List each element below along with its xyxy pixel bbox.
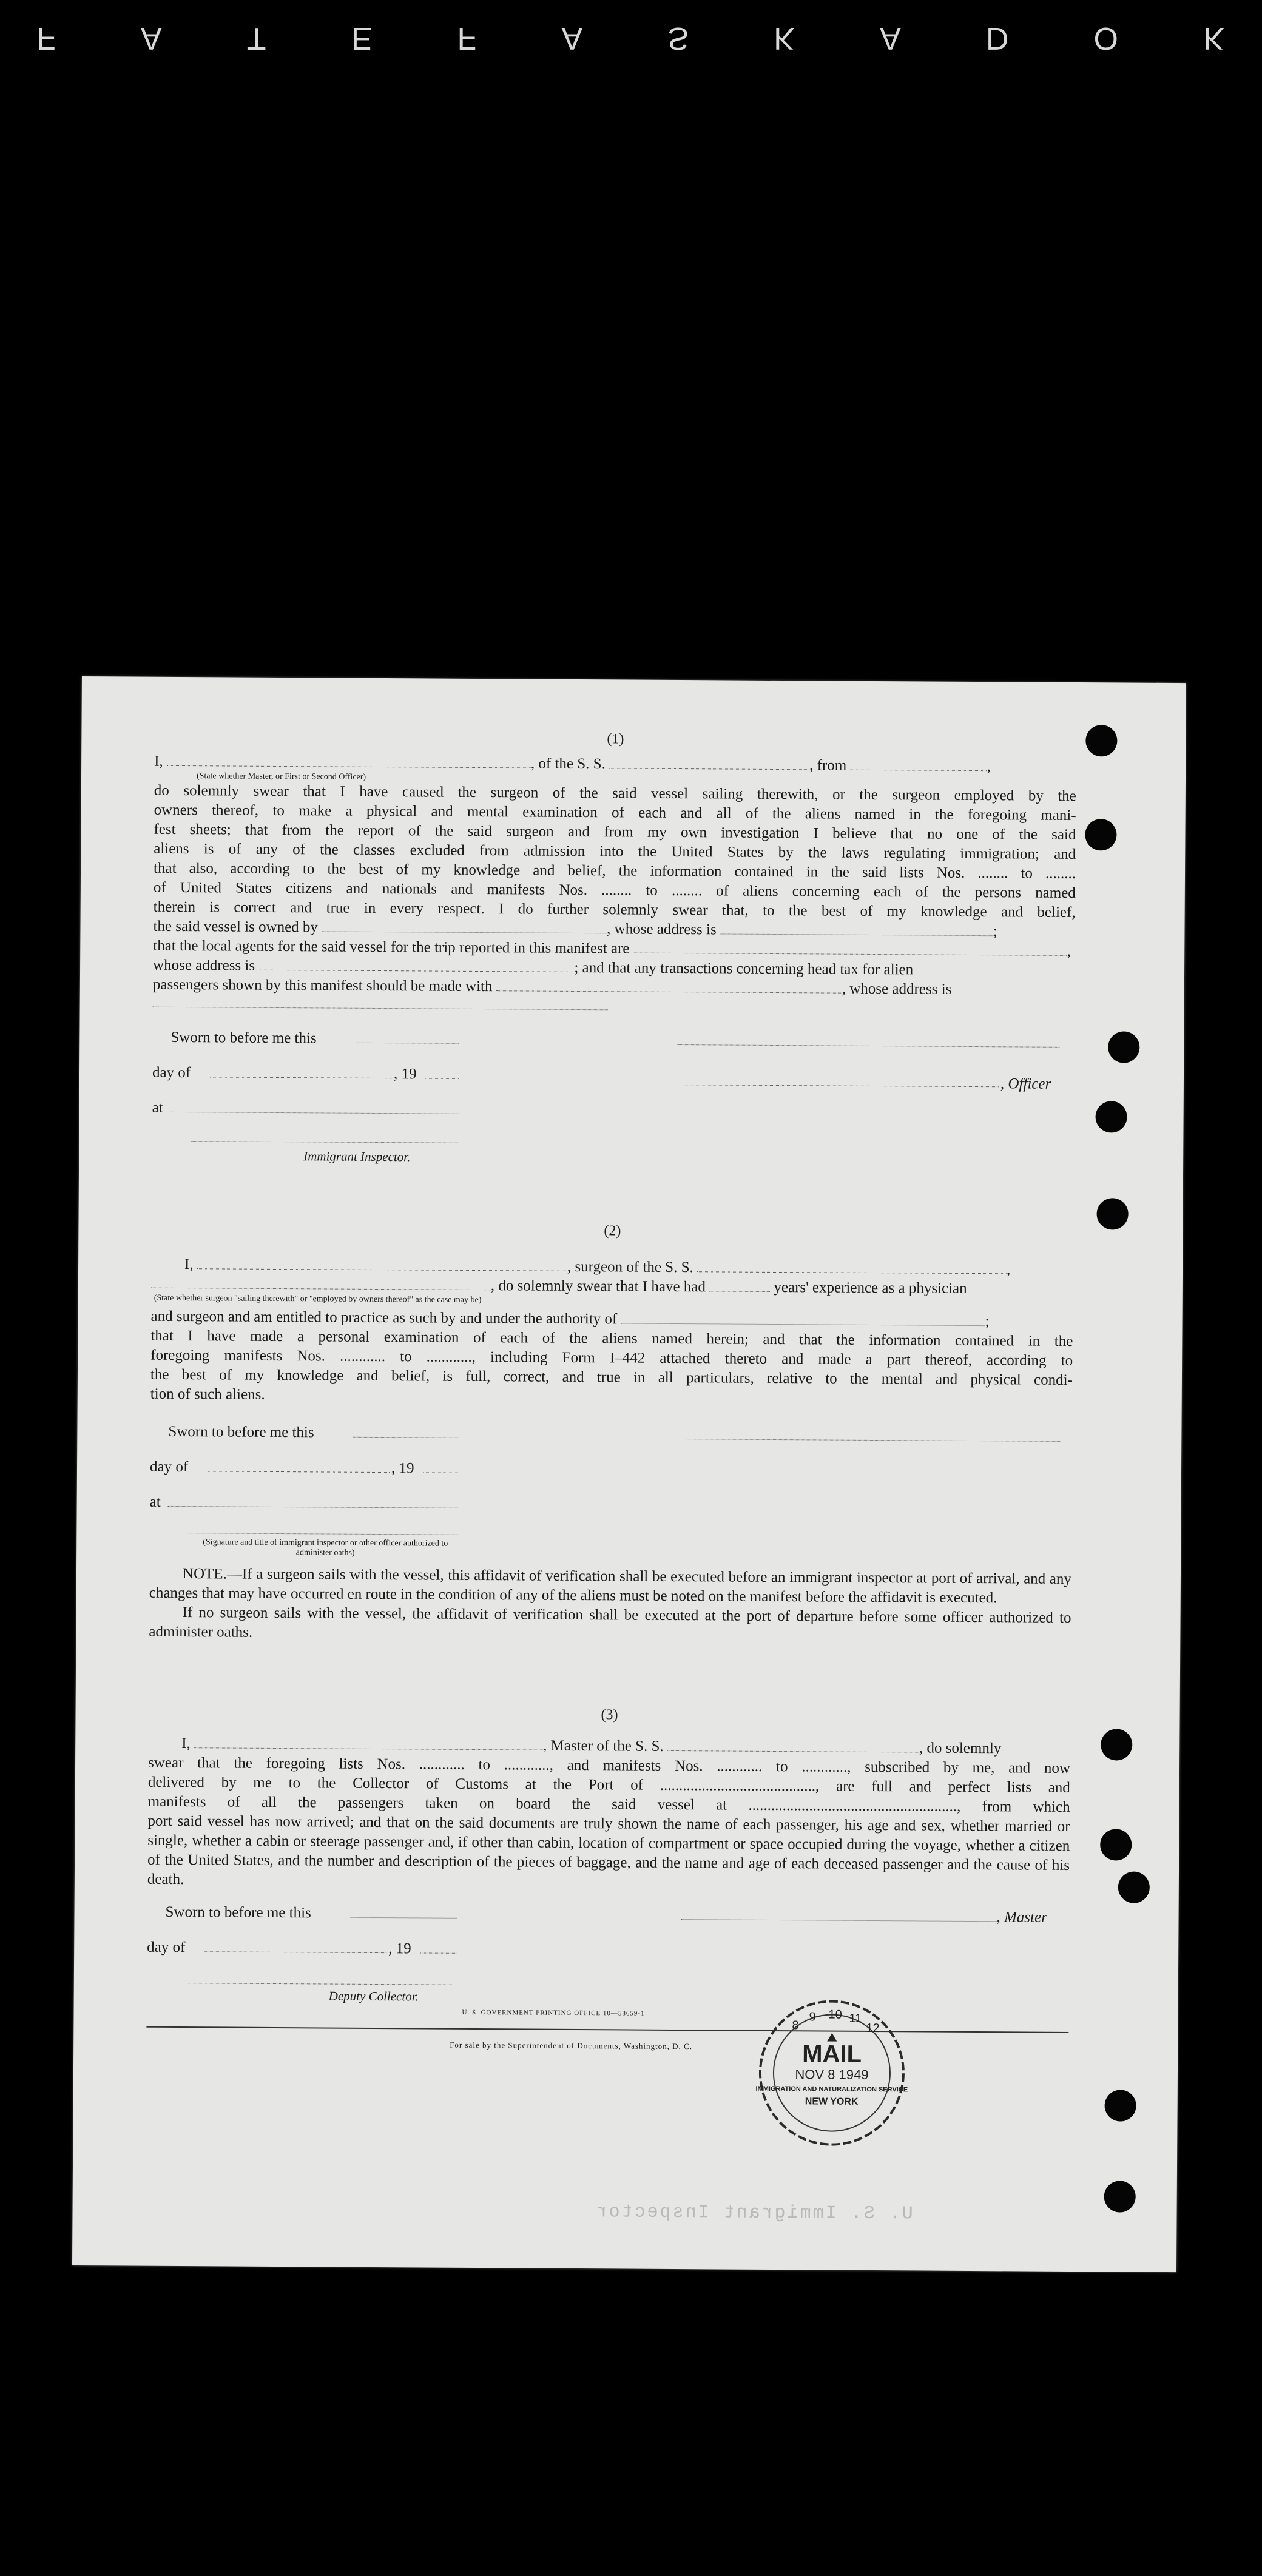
oath-text: that I have made a personal examination of each of the aliens named herein; and that the information contained in the <box>150 1327 1073 1350</box>
master-paragraph-rest: port said vessel has now arrived; and that on the said documents are truly shown the name of each passenger, his age and sex, whether married or single, whether a cabin or steerage passenger and, if other than cabin, location of compartment or space occupied during the voyage, whether a citizen of the United States, and the number and description of the pieces of baggage, and the name and age of each deceased passenger and the cause of his death. <box>147 1812 1070 1888</box>
stamp-mail-text: MAIL <box>802 2040 862 2068</box>
oath-text: I, <box>181 1735 191 1752</box>
master-paragraph <box>148 1754 1071 1817</box>
section-number: (2) <box>604 1223 621 1239</box>
master-label: , Master <box>996 1909 1047 1926</box>
fill-in-blank <box>496 978 842 993</box>
surgeon-paragraph <box>150 1327 1073 1390</box>
fill-in-blank <box>210 1077 392 1078</box>
signature-line <box>186 1533 459 1535</box>
jurat-text: Sworn to before me this <box>165 1903 311 1922</box>
fill-in-blank <box>621 1311 985 1326</box>
oath-text: owners thereof, to make a physical and mental examination of each and all of the aliens named in the foregoing mani- <box>154 801 1076 824</box>
film-letter: A <box>879 21 902 56</box>
oath-text: , do solemnly <box>919 1740 1002 1757</box>
fill-in-blank <box>697 1259 1007 1274</box>
film-letter: K <box>774 21 796 56</box>
fill-in-blank <box>353 1437 459 1438</box>
oath-text: , <box>987 758 991 775</box>
fill-in-blank <box>709 1279 770 1292</box>
bleed-through-text: U. S. Immigrant Inspector <box>594 2202 913 2225</box>
oath-text: aliens is of any of the classes excluded from admission into the United States by the laws regulating immigration; and <box>154 840 1076 863</box>
stamp-hour: 9 <box>809 2010 816 2024</box>
punch-hole <box>1101 1729 1132 1760</box>
oath-text: do solemnly swear that I have caused the surgeon of the said vessel sailing therewith, or the surgeon employed by the <box>154 782 1076 805</box>
signature-line <box>684 1439 1060 1442</box>
jurat-text: day of <box>152 1064 191 1081</box>
film-letter: F <box>36 21 57 56</box>
oath-text: , do solemnly swear that I have had <box>490 1277 706 1296</box>
fill-in-blank <box>351 1917 457 1919</box>
date-row <box>152 1063 1075 1104</box>
stamp-org: IMMIGRATION AND NATURALIZATION SERVICE <box>755 2085 908 2094</box>
sworn-row <box>152 1028 1075 1069</box>
star-icon <box>827 2033 837 2042</box>
signature-line <box>186 1983 453 1985</box>
officer-signature <box>149 1528 1071 1567</box>
fill-in-blank <box>170 1112 459 1114</box>
film-letter: S <box>667 21 690 56</box>
fill-in-blank <box>258 958 574 972</box>
stamp-hour: 12 <box>866 2021 880 2036</box>
fill-in-blank <box>667 1738 919 1753</box>
oath-text: , <box>1006 1261 1011 1278</box>
divider <box>146 2026 1068 2033</box>
film-letter: O <box>1093 21 1119 56</box>
oath-text: that the local agents for the said vessel for the trip reported in this manifest are <box>153 937 630 957</box>
fill-in-blank <box>720 921 993 936</box>
oath-text: , from <box>809 757 847 774</box>
jurat-text: day of <box>149 1458 189 1476</box>
oath-text: that also, according to the best of my knowledge and belief, the information contained in the said lists Nos. ........ to ........ <box>153 859 1076 883</box>
jurat-text: , 19 <box>393 1066 417 1083</box>
film-letter: A <box>561 21 584 56</box>
oath-text: delivered by me to the Collector of Customs at the Port of ........................................., are full and perfect lists and <box>147 1774 1070 1796</box>
inspector-signature <box>152 1134 1074 1175</box>
oath-text: , Master of the S. S. <box>542 1737 664 1755</box>
punch-hole <box>1100 1829 1132 1860</box>
film-letter: A <box>140 21 163 56</box>
mail-postmark-stamp <box>752 1994 911 2153</box>
sworn-row <box>150 1422 1072 1463</box>
film-edge-marking <box>36 17 1226 59</box>
jurat-text: Sworn to before me this <box>170 1029 317 1047</box>
for-sale-imprint: For sale by the Superintendent of Documents, Washington, D. C. <box>450 2040 693 2051</box>
oath-text: of United States citizens and nationals and manifests Nos. ........ to ........ of aliens concerning each of the persons named <box>153 879 1076 902</box>
oath-text: ; and that any transactions concerning head tax for alien <box>574 959 914 978</box>
oath-text: , whose address is <box>842 980 952 998</box>
stamp-city: NEW YORK <box>805 2096 859 2107</box>
fill-in-blank <box>194 1735 543 1750</box>
oath-text: , surgeon of the S. S. <box>567 1258 693 1276</box>
owner-line: the said vessel is owned by , whose address is ; <box>153 918 998 940</box>
fill-in-blank <box>633 941 1067 956</box>
fill-in-blank <box>208 1471 390 1473</box>
oath-text: manifests of all the passengers taken on board the said vessel at ......................................................., from which <box>147 1793 1070 1815</box>
agents-line: that the local agents for the said vessel for the trip reported in this manifest are , <box>153 937 1071 960</box>
fill-in-blank <box>204 1951 386 1953</box>
punch-hole <box>1108 1031 1139 1063</box>
oath-text: I, <box>184 1256 194 1273</box>
oath-text: passengers shown by this manifest should be made with <box>152 976 493 995</box>
fill-in-blank <box>322 919 607 933</box>
film-letter: T <box>246 21 268 56</box>
oath-text: therein is correct and true in every respect. I do further solemnly swear that, to the best of my knowledge and belief, <box>153 898 1076 921</box>
affidavit-form <box>146 719 1076 2059</box>
oath-text: the best of my knowledge and belief, is full, correct, and true in all particulars, relative to the mental and physical condi- <box>150 1366 1073 1388</box>
fill-in-blank <box>167 753 531 768</box>
signature-line <box>191 1141 458 1143</box>
punch-hole <box>1104 2181 1136 2212</box>
note-paragraph: If no surgeon sails with the vessel, the affidavit of verification shall be executed at the port of departure before some officer authorized to administer oaths. <box>149 1604 1071 1641</box>
section-number: (1) <box>607 731 624 747</box>
jurat-text: Sworn to before me this <box>168 1423 314 1441</box>
officer-label: , Officer <box>1000 1075 1051 1092</box>
fill-in-blank <box>850 758 987 771</box>
oath-text: fest sheets; that from the report of the said surgeon and from my own investigation I believe that no one of the said <box>154 821 1076 844</box>
instruction-note: (State whether surgeon "sailing therewith" or "employed by owners thereof" as the case may be) <box>154 1293 482 1305</box>
oath-text: swear that the foregoing lists Nos. ............ to ............, and manifests Nos. ............ to ............, subscribed by me, and now <box>147 1754 1071 1777</box>
place-row <box>149 1493 1071 1533</box>
fill-in-blank <box>420 1952 456 1953</box>
punch-hole <box>1095 1101 1127 1132</box>
signature-line <box>677 1044 1059 1048</box>
inspector-label: Immigrant Inspector. <box>303 1149 411 1165</box>
authority-line: and surgeon and am entitled to practice as such by and under the authority of ; <box>150 1308 990 1330</box>
fill-in-blank <box>423 1472 459 1473</box>
oath-text: whose address is <box>153 957 255 974</box>
sworn-row <box>147 1903 1069 1943</box>
document-page <box>72 676 1186 2272</box>
fill-in-blank <box>151 1276 491 1290</box>
oath-text: years' experience as a physician <box>774 1279 967 1297</box>
oath-text: the said vessel is owned by <box>153 918 319 936</box>
fill-in-blank <box>609 756 809 770</box>
place-row <box>152 1098 1074 1139</box>
film-letter: E <box>351 21 374 56</box>
punch-hole <box>1096 1198 1128 1229</box>
date-row <box>147 1938 1069 1979</box>
oath-text: , of the S. S. <box>530 755 606 773</box>
stamp-date: NOV 8 1949 <box>795 2067 869 2082</box>
oath-paragraph <box>154 781 1076 923</box>
film-letter: D <box>985 21 1010 56</box>
jurat-text: at <box>152 1099 163 1116</box>
stamp-hour: 11 <box>849 2011 862 2025</box>
film-letter: K <box>1203 21 1226 56</box>
oath-text: and surgeon and am entitled to practice as such by and under the authority of <box>150 1308 618 1328</box>
printing-office-imprint: U. S. GOVERNMENT PRINTING OFFICE 10—58659-1 <box>462 2008 645 2017</box>
date-row <box>150 1458 1072 1498</box>
oath-text: tion of such aliens. <box>150 1385 265 1403</box>
fill-in-blank <box>168 1506 459 1508</box>
oath-text: I, <box>154 753 163 770</box>
punch-hole <box>1118 1871 1150 1903</box>
stamp-hour: 8 <box>792 2019 799 2033</box>
signature-line <box>677 1085 999 1087</box>
jurat-text: , 19 <box>388 1940 411 1957</box>
fill-in-blank <box>197 1256 567 1271</box>
oath-text: foregoing manifests Nos. ............ to ............, including Form I–442 attached thereto and made a part thereof, according to <box>150 1347 1073 1369</box>
jurat-text: , 19 <box>391 1460 414 1477</box>
jurat-text: day of <box>147 1939 186 1956</box>
signature-line <box>681 1919 996 1922</box>
punch-hole <box>1104 2090 1136 2121</box>
oath-text: , whose address is <box>607 921 717 938</box>
deputy-label: Deputy Collector. <box>328 1988 419 2004</box>
punch-hole <box>1085 725 1117 756</box>
instruction-note: (State whether Master, or First or Second Officer) <box>196 772 366 782</box>
section-number: (3) <box>601 1707 618 1723</box>
jurat-text: at <box>149 1493 161 1510</box>
note-paragraph: NOTE.—If a surgeon sails with the vessel, this affidavit of verification shall be executed before an immigrant inspector at port of arrival, and any changes that may have occurred en route in the condition of any of the aliens must be noted on the manifest before the affidavit is executed. <box>149 1565 1072 1607</box>
collector-signature <box>147 1973 1069 2006</box>
stamp-hour: 10 <box>828 2008 842 2022</box>
signature-note: (Signature and title of immigrant inspector or other officer authorized to administer oaths) <box>203 1538 448 1558</box>
punch-hole <box>1085 819 1116 850</box>
film-letter: F <box>457 21 478 56</box>
fill-in-blank <box>356 1043 459 1044</box>
